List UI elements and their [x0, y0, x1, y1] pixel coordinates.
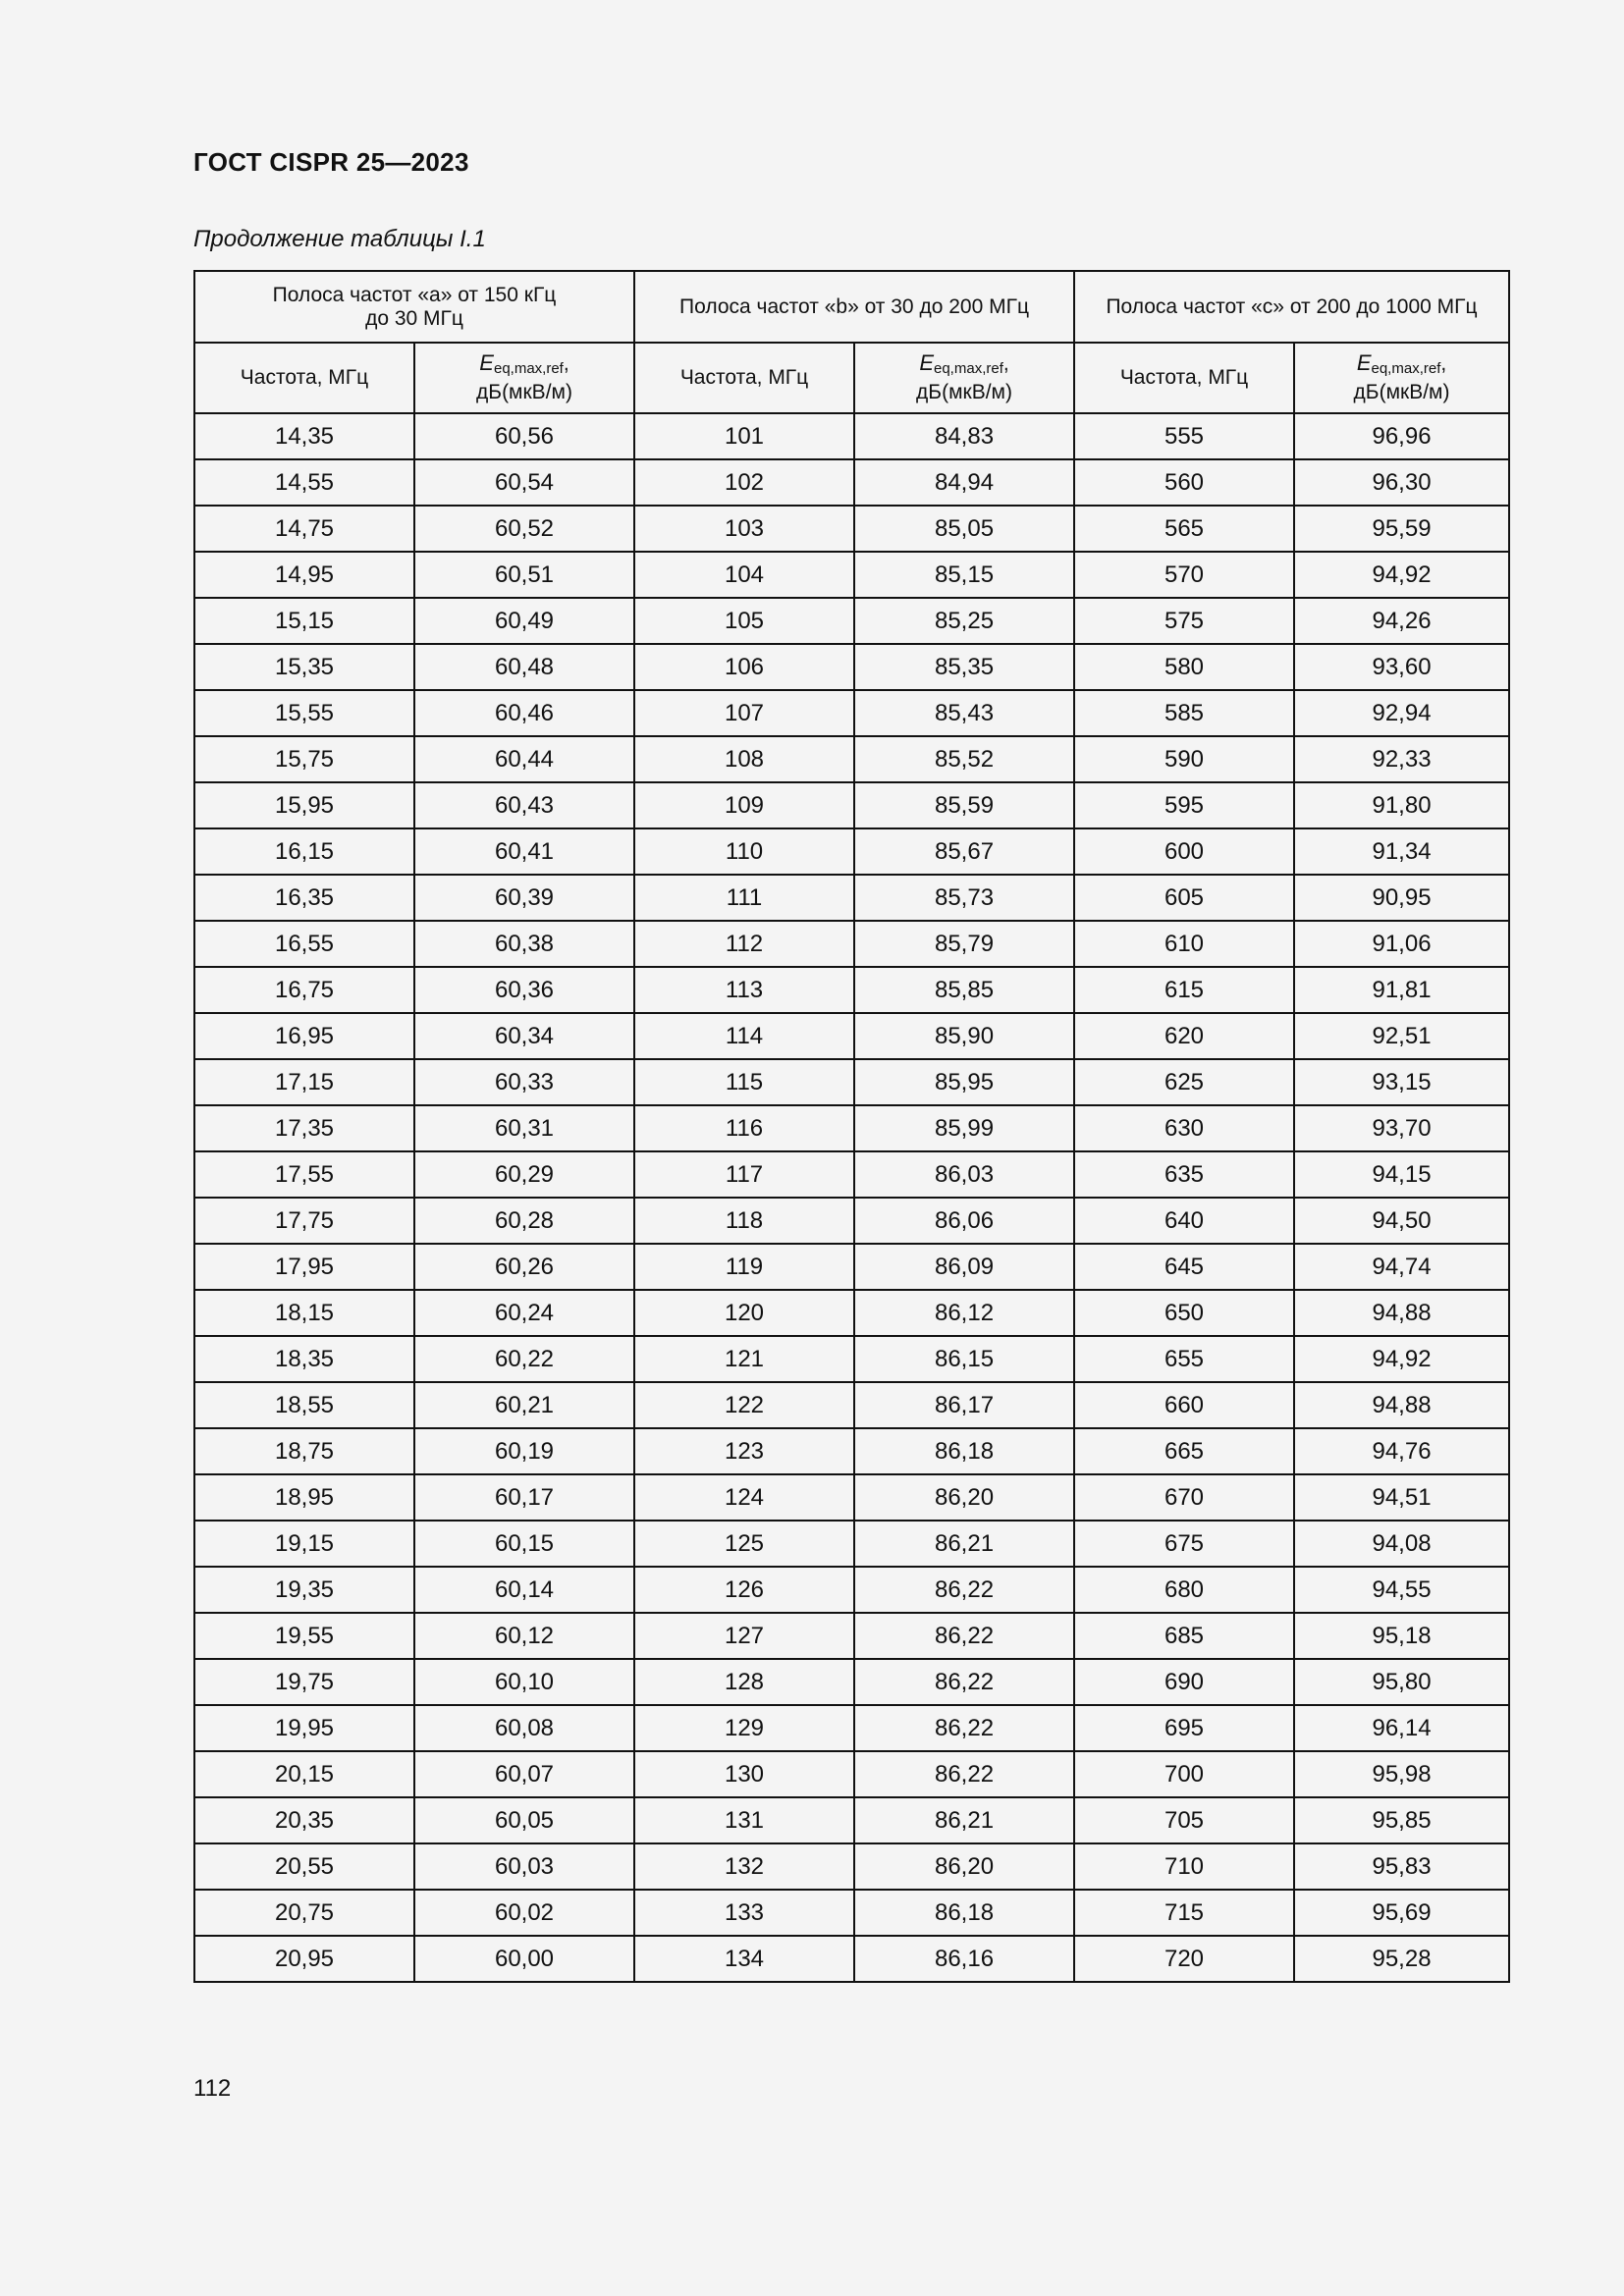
band-c-level-cell: 91,34 [1294, 828, 1509, 875]
band-b-frequency-cell: 130 [634, 1751, 854, 1797]
band-c-frequency-cell: 650 [1074, 1290, 1294, 1336]
document-header: ГОСТ CISPR 25—2023 [193, 147, 469, 177]
level-unit: дБ(мкВ/м) [476, 381, 572, 403]
table-row [194, 690, 1509, 736]
band-c-frequency-cell: 675 [1074, 1521, 1294, 1567]
band-a-level-cell: 60,52 [414, 506, 634, 552]
band-b-level-cell: 86,20 [854, 1474, 1074, 1521]
table-row [194, 1521, 1509, 1567]
band-b-level-cell: 85,05 [854, 506, 1074, 552]
band-b-level-cell: 86,16 [854, 1936, 1074, 1982]
band-c-level-cell: 94,92 [1294, 1336, 1509, 1382]
band-c-frequency-cell: 635 [1074, 1151, 1294, 1198]
band-c-frequency-cell: 715 [1074, 1890, 1294, 1936]
band-a-level-cell: 60,08 [414, 1705, 634, 1751]
band-a-frequency-cell: 15,35 [194, 644, 414, 690]
band-b-frequency-cell: 121 [634, 1336, 854, 1382]
band-b-level-cell: 85,59 [854, 782, 1074, 828]
band-c-level-cell: 91,80 [1294, 782, 1509, 828]
band-c-frequency-cell: 705 [1074, 1797, 1294, 1843]
table-row [194, 1936, 1509, 1982]
band-b-level-cell: 86,18 [854, 1428, 1074, 1474]
band-c-frequency-cell: 625 [1074, 1059, 1294, 1105]
band-b-frequency-header: Частота, МГц [634, 343, 854, 413]
band-b-level-cell: 85,25 [854, 598, 1074, 644]
band-a-frequency-cell: 16,75 [194, 967, 414, 1013]
band-b-frequency-cell: 117 [634, 1151, 854, 1198]
band-c-level-cell: 95,18 [1294, 1613, 1509, 1659]
table-row [194, 1567, 1509, 1613]
band-a-frequency-cell: 19,35 [194, 1567, 414, 1613]
band-c-level-cell: 91,06 [1294, 921, 1509, 967]
band-c-level-header [1294, 343, 1509, 413]
band-b-frequency-cell: 104 [634, 552, 854, 598]
band-b-level-cell: 86,22 [854, 1751, 1074, 1797]
band-b-frequency-cell: 106 [634, 644, 854, 690]
band-a-frequency-cell: 18,55 [194, 1382, 414, 1428]
band-c-frequency-cell: 590 [1074, 736, 1294, 782]
band-c-frequency-cell: 565 [1074, 506, 1294, 552]
band-c-level-cell: 95,85 [1294, 1797, 1509, 1843]
band-b-level-cell: 86,21 [854, 1797, 1074, 1843]
band-c-level-cell: 96,30 [1294, 459, 1509, 506]
band-a-level-cell: 60,56 [414, 413, 634, 459]
band-a-header-line-2: до 30 МГц [365, 306, 463, 330]
group-header-row [194, 271, 1509, 343]
table-row [194, 1105, 1509, 1151]
band-c-level-cell: 95,83 [1294, 1843, 1509, 1890]
level-suffix: , [1002, 352, 1009, 375]
band-b-frequency-cell: 109 [634, 782, 854, 828]
band-a-frequency-cell: 20,35 [194, 1797, 414, 1843]
band-a-frequency-cell: 15,75 [194, 736, 414, 782]
band-a-level-cell: 60,22 [414, 1336, 634, 1382]
band-c-frequency-header: Частота, МГц [1074, 343, 1294, 413]
band-c-frequency-cell: 695 [1074, 1705, 1294, 1751]
band-c-frequency-cell: 680 [1074, 1567, 1294, 1613]
band-a-frequency-cell: 18,15 [194, 1290, 414, 1336]
band-a-frequency-cell: 17,75 [194, 1198, 414, 1244]
table-row [194, 736, 1509, 782]
table-row [194, 1059, 1509, 1105]
band-b-frequency-cell: 133 [634, 1890, 854, 1936]
band-c-level-cell: 96,14 [1294, 1705, 1509, 1751]
band-b-level-cell: 86,15 [854, 1336, 1074, 1382]
level-symbol: E [1356, 350, 1372, 375]
band-b-level-cell: 86,18 [854, 1890, 1074, 1936]
table-row [194, 506, 1509, 552]
table-row [194, 1751, 1509, 1797]
band-c-level-cell: 94,15 [1294, 1151, 1509, 1198]
band-b-frequency-cell: 118 [634, 1198, 854, 1244]
table-row [194, 1198, 1509, 1244]
band-c-level-cell: 92,51 [1294, 1013, 1509, 1059]
page-number: 112 [193, 2075, 232, 2102]
band-b-frequency-cell: 105 [634, 598, 854, 644]
band-a-level-cell: 60,54 [414, 459, 634, 506]
band-a-level-cell: 60,46 [414, 690, 634, 736]
band-b-level-cell: 85,15 [854, 552, 1074, 598]
band-c-level-cell: 92,33 [1294, 736, 1509, 782]
band-a-level-cell: 60,36 [414, 967, 634, 1013]
table-row [194, 1843, 1509, 1890]
band-c-frequency-cell: 670 [1074, 1474, 1294, 1521]
level-symbol: E [479, 350, 494, 375]
band-b-frequency-cell: 113 [634, 967, 854, 1013]
band-c-frequency-cell: 575 [1074, 598, 1294, 644]
band-c-frequency-cell: 605 [1074, 875, 1294, 921]
band-c-frequency-cell: 690 [1074, 1659, 1294, 1705]
band-b-frequency-cell: 107 [634, 690, 854, 736]
level-subscript: eq,max,ref [1371, 360, 1441, 377]
band-a-level-cell: 60,00 [414, 1936, 634, 1982]
band-b-level-cell: 86,21 [854, 1521, 1074, 1567]
band-c-frequency-cell: 560 [1074, 459, 1294, 506]
band-a-frequency-cell: 14,55 [194, 459, 414, 506]
band-c-level-cell: 93,70 [1294, 1105, 1509, 1151]
band-b-level-cell: 86,03 [854, 1151, 1074, 1198]
band-b-frequency-cell: 131 [634, 1797, 854, 1843]
band-b-level-cell: 84,83 [854, 413, 1074, 459]
table-body [194, 413, 1509, 1982]
band-c-level-cell: 95,80 [1294, 1659, 1509, 1705]
level-subscript: eq,max,ref [934, 360, 1003, 377]
band-b-frequency-cell: 120 [634, 1290, 854, 1336]
band-a-frequency-cell: 20,75 [194, 1890, 414, 1936]
band-a-header [194, 271, 634, 343]
band-a-frequency-cell: 14,95 [194, 552, 414, 598]
band-b-level-cell: 86,20 [854, 1843, 1074, 1890]
band-b-frequency-cell: 132 [634, 1843, 854, 1890]
band-a-frequency-cell: 17,95 [194, 1244, 414, 1290]
band-c-level-cell: 94,74 [1294, 1244, 1509, 1290]
band-a-level-cell: 60,29 [414, 1151, 634, 1198]
band-c-frequency-cell: 620 [1074, 1013, 1294, 1059]
band-a-frequency-cell: 17,35 [194, 1105, 414, 1151]
band-c-level-cell: 96,96 [1294, 413, 1509, 459]
band-b-frequency-cell: 127 [634, 1613, 854, 1659]
band-a-level-cell: 60,03 [414, 1843, 634, 1890]
band-c-frequency-cell: 655 [1074, 1336, 1294, 1382]
band-a-frequency-cell: 15,15 [194, 598, 414, 644]
level-suffix: , [563, 352, 569, 375]
band-b-frequency-cell: 111 [634, 875, 854, 921]
table-row [194, 1336, 1509, 1382]
band-c-frequency-cell: 710 [1074, 1843, 1294, 1890]
band-a-frequency-header: Частота, МГц [194, 343, 414, 413]
band-b-level-cell: 85,52 [854, 736, 1074, 782]
band-a-level-cell: 60,07 [414, 1751, 634, 1797]
band-c-frequency-cell: 660 [1074, 1382, 1294, 1428]
band-a-frequency-cell: 18,35 [194, 1336, 414, 1382]
band-b-level-cell: 85,99 [854, 1105, 1074, 1151]
band-c-level-cell: 94,50 [1294, 1198, 1509, 1244]
band-a-level-cell: 60,26 [414, 1244, 634, 1290]
band-c-level-cell: 93,60 [1294, 644, 1509, 690]
table-row [194, 1474, 1509, 1521]
band-a-level-header [414, 343, 634, 413]
band-c-level-cell: 95,28 [1294, 1936, 1509, 1982]
band-b-frequency-cell: 123 [634, 1428, 854, 1474]
band-c-level-cell: 94,88 [1294, 1290, 1509, 1336]
band-b-level-cell: 85,73 [854, 875, 1074, 921]
table-row [194, 1613, 1509, 1659]
band-a-frequency-cell: 20,55 [194, 1843, 414, 1890]
band-b-level-cell: 86,22 [854, 1659, 1074, 1705]
band-b-level-header [854, 343, 1074, 413]
band-a-level-cell: 60,02 [414, 1890, 634, 1936]
band-c-level-cell: 90,95 [1294, 875, 1509, 921]
table-row [194, 1244, 1509, 1290]
band-a-level-cell: 60,24 [414, 1290, 634, 1336]
data-table [193, 270, 1510, 1983]
band-b-level-cell: 85,43 [854, 690, 1074, 736]
table-row [194, 413, 1509, 459]
band-c-frequency-cell: 585 [1074, 690, 1294, 736]
band-c-frequency-cell: 640 [1074, 1198, 1294, 1244]
band-b-level-cell: 85,95 [854, 1059, 1074, 1105]
table-row [194, 875, 1509, 921]
band-b-frequency-cell: 125 [634, 1521, 854, 1567]
band-c-frequency-cell: 645 [1074, 1244, 1294, 1290]
table-row [194, 1151, 1509, 1198]
band-b-level-cell: 86,22 [854, 1567, 1074, 1613]
band-c-level-cell: 91,81 [1294, 967, 1509, 1013]
band-b-frequency-cell: 103 [634, 506, 854, 552]
band-c-level-cell: 94,88 [1294, 1382, 1509, 1428]
band-a-frequency-cell: 14,35 [194, 413, 414, 459]
band-b-level-cell: 86,09 [854, 1244, 1074, 1290]
band-a-frequency-cell: 19,15 [194, 1521, 414, 1567]
band-a-frequency-cell: 16,35 [194, 875, 414, 921]
table-row [194, 1659, 1509, 1705]
level-suffix: , [1440, 352, 1447, 375]
band-a-level-cell: 60,10 [414, 1659, 634, 1705]
table-row [194, 782, 1509, 828]
band-a-frequency-cell: 19,95 [194, 1705, 414, 1751]
band-c-frequency-cell: 555 [1074, 413, 1294, 459]
band-b-frequency-cell: 128 [634, 1659, 854, 1705]
column-header-row [194, 343, 1509, 413]
band-b-level-cell: 86,12 [854, 1290, 1074, 1336]
band-a-level-cell: 60,49 [414, 598, 634, 644]
band-b-level-cell: 85,85 [854, 967, 1074, 1013]
band-c-level-cell: 94,55 [1294, 1567, 1509, 1613]
band-a-level-cell: 60,19 [414, 1428, 634, 1474]
table-row [194, 967, 1509, 1013]
band-b-frequency-cell: 108 [634, 736, 854, 782]
band-b-frequency-cell: 119 [634, 1244, 854, 1290]
table-row [194, 644, 1509, 690]
band-b-level-cell: 85,79 [854, 921, 1074, 967]
table-row [194, 1382, 1509, 1428]
band-a-level-cell: 60,31 [414, 1105, 634, 1151]
band-b-frequency-cell: 129 [634, 1705, 854, 1751]
band-a-frequency-cell: 17,55 [194, 1151, 414, 1198]
band-c-level-cell: 94,26 [1294, 598, 1509, 644]
band-c-frequency-cell: 720 [1074, 1936, 1294, 1982]
band-a-level-cell: 60,33 [414, 1059, 634, 1105]
band-a-header-line-1: Полоса частот «а» от 150 кГц [272, 283, 557, 306]
band-a-frequency-cell: 20,95 [194, 1936, 414, 1982]
band-a-level-cell: 60,44 [414, 736, 634, 782]
band-c-level-cell: 95,69 [1294, 1890, 1509, 1936]
band-c-level-cell: 95,98 [1294, 1751, 1509, 1797]
table-row [194, 1890, 1509, 1936]
table-row [194, 921, 1509, 967]
band-a-frequency-cell: 15,95 [194, 782, 414, 828]
band-c-frequency-cell: 630 [1074, 1105, 1294, 1151]
band-c-level-cell: 93,15 [1294, 1059, 1509, 1105]
band-c-level-cell: 95,59 [1294, 506, 1509, 552]
band-c-frequency-cell: 685 [1074, 1613, 1294, 1659]
band-a-level-cell: 60,14 [414, 1567, 634, 1613]
band-c-frequency-cell: 610 [1074, 921, 1294, 967]
band-a-frequency-cell: 17,15 [194, 1059, 414, 1105]
band-b-frequency-cell: 112 [634, 921, 854, 967]
band-c-frequency-cell: 665 [1074, 1428, 1294, 1474]
band-a-level-cell: 60,21 [414, 1382, 634, 1428]
band-b-frequency-cell: 124 [634, 1474, 854, 1521]
band-c-frequency-cell: 595 [1074, 782, 1294, 828]
level-symbol: E [919, 350, 934, 375]
band-c-frequency-cell: 580 [1074, 644, 1294, 690]
band-a-level-cell: 60,43 [414, 782, 634, 828]
table-row [194, 598, 1509, 644]
table-row [194, 1797, 1509, 1843]
band-c-level-cell: 94,51 [1294, 1474, 1509, 1521]
table-caption: Продолжение таблицы I.1 [193, 226, 486, 252]
table-row [194, 1290, 1509, 1336]
band-b-frequency-cell: 102 [634, 459, 854, 506]
table-row [194, 459, 1509, 506]
band-c-level-cell: 94,76 [1294, 1428, 1509, 1474]
band-b-level-cell: 86,17 [854, 1382, 1074, 1428]
band-a-level-cell: 60,39 [414, 875, 634, 921]
band-a-level-cell: 60,51 [414, 552, 634, 598]
band-b-level-cell: 86,22 [854, 1705, 1074, 1751]
level-unit: дБ(мкВ/м) [916, 381, 1012, 403]
band-a-frequency-cell: 15,55 [194, 690, 414, 736]
band-c-frequency-cell: 600 [1074, 828, 1294, 875]
band-c-level-cell: 92,94 [1294, 690, 1509, 736]
band-c-level-cell: 94,08 [1294, 1521, 1509, 1567]
band-b-frequency-cell: 134 [634, 1936, 854, 1982]
band-a-level-cell: 60,12 [414, 1613, 634, 1659]
band-a-frequency-cell: 16,55 [194, 921, 414, 967]
band-c-frequency-cell: 700 [1074, 1751, 1294, 1797]
table-row [194, 1013, 1509, 1059]
band-c-frequency-cell: 615 [1074, 967, 1294, 1013]
band-a-level-cell: 60,28 [414, 1198, 634, 1244]
band-b-level-cell: 85,90 [854, 1013, 1074, 1059]
band-c-header: Полоса частот «с» от 200 до 1000 МГц [1074, 271, 1509, 343]
band-a-frequency-cell: 19,75 [194, 1659, 414, 1705]
band-a-frequency-cell: 16,15 [194, 828, 414, 875]
band-a-level-cell: 60,05 [414, 1797, 634, 1843]
band-b-frequency-cell: 122 [634, 1382, 854, 1428]
band-a-frequency-cell: 20,15 [194, 1751, 414, 1797]
band-b-level-cell: 85,35 [854, 644, 1074, 690]
table-row [194, 552, 1509, 598]
band-b-level-cell: 85,67 [854, 828, 1074, 875]
level-unit: дБ(мкВ/м) [1353, 381, 1450, 403]
band-a-frequency-cell: 16,95 [194, 1013, 414, 1059]
level-subscript: eq,max,ref [493, 360, 564, 377]
band-b-frequency-cell: 116 [634, 1105, 854, 1151]
band-b-level-cell: 84,94 [854, 459, 1074, 506]
table-row [194, 828, 1509, 875]
band-a-frequency-cell: 19,55 [194, 1613, 414, 1659]
band-a-level-cell: 60,34 [414, 1013, 634, 1059]
band-c-frequency-cell: 570 [1074, 552, 1294, 598]
table-row [194, 1428, 1509, 1474]
band-b-frequency-cell: 114 [634, 1013, 854, 1059]
band-a-frequency-cell: 14,75 [194, 506, 414, 552]
band-a-frequency-cell: 18,95 [194, 1474, 414, 1521]
band-a-level-cell: 60,48 [414, 644, 634, 690]
band-b-frequency-cell: 110 [634, 828, 854, 875]
band-b-header: Полоса частот «b» от 30 до 200 МГц [634, 271, 1074, 343]
band-b-frequency-cell: 126 [634, 1567, 854, 1613]
band-a-level-cell: 60,38 [414, 921, 634, 967]
table-row [194, 1705, 1509, 1751]
band-b-level-cell: 86,22 [854, 1613, 1074, 1659]
band-a-level-cell: 60,41 [414, 828, 634, 875]
band-a-level-cell: 60,15 [414, 1521, 634, 1567]
band-c-level-cell: 94,92 [1294, 552, 1509, 598]
band-b-frequency-cell: 101 [634, 413, 854, 459]
band-a-frequency-cell: 18,75 [194, 1428, 414, 1474]
band-b-frequency-cell: 115 [634, 1059, 854, 1105]
band-b-level-cell: 86,06 [854, 1198, 1074, 1244]
band-a-level-cell: 60,17 [414, 1474, 634, 1521]
